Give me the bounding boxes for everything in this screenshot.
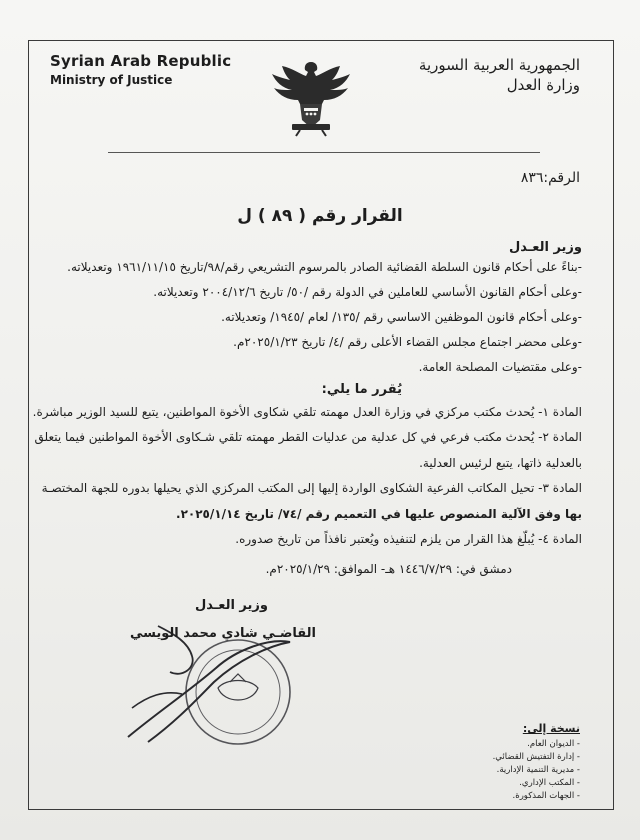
- article-2-continuation: بالعدلية ذاتها، يتبع لرئيس العدلية.: [419, 456, 582, 470]
- preamble-line: -وعلى محضر اجتماع مجلس القضاء الأعلى رقم /٤/ تاريخ ٢٠٢٥/١/٢٣م.: [233, 335, 582, 349]
- article-2: المادة ٢- يُحدث مكتب فرعي في كل عدلية من عدليات القطر مهمته تلقي شـكاوى الأخوة المواطنين فيما يتعلق: [34, 430, 582, 444]
- article-4: المادة ٤- يُبلّغ هذا القرار من يلزم لتنفيذه ويُعتبر نافذاً من تاريخ صدوره.: [235, 532, 582, 546]
- country-name-ar: الجمهورية العربية السورية: [418, 56, 580, 74]
- page-border: [28, 40, 614, 810]
- coat-of-arms-eagle-icon: [270, 58, 352, 138]
- copy-to-heading: نسخة إلى:: [522, 722, 580, 735]
- copy-distribution-list: [440, 722, 580, 803]
- decision-title: القرار رقم ( ٨٩ ) ل: [237, 206, 403, 226]
- article-3-continuation: بها وفق الآلية المنصوص عليها في التعميم رقم /٧٤/ تاريخ ٢٠٢٥/١/١٤.: [176, 507, 582, 521]
- ministry-name-en: Ministry of Justice: [50, 73, 173, 87]
- country-name-en: Syrian Arab Republic: [50, 52, 232, 70]
- date-line: دمشق في: ١٤٤٦/٧/٢٩ هـ- الموافق: ٢٠٢٥/١/٢٩م.: [265, 562, 512, 576]
- ministry-name-ar: وزارة العدل: [506, 76, 580, 94]
- arabic-letterhead: [390, 56, 580, 94]
- signature-title: وزير العـدل: [195, 598, 268, 613]
- preamble-line: -وعلى مقتضيات المصلحة العامة.: [418, 360, 582, 374]
- english-letterhead: [50, 52, 240, 87]
- preamble-line: -وعلى أحكام قانون الموظفين الاساسي رقم /١٣٥/ لعام /١٩٤٥/ وتعديلاته.: [221, 310, 582, 324]
- copy-recipient: - إدارة التفتيش القضائي.: [492, 752, 580, 762]
- copy-recipient: - الجهات المذكورة.: [512, 791, 580, 801]
- preamble-line: -بناءً على أحكام قانون السلطة القضائية الصادر بالمرسوم التشريعي رقم/٩٨/تاريخ ١٩٦١/١١/١٥ وتعديلاته.: [67, 260, 582, 274]
- signatory-name: القاضـي شادي محمد الويسي: [130, 626, 316, 641]
- preamble-line: -وعلى أحكام القانون الأساسي للعاملين في الدولة رقم /٥٠/ تاريخ ٢٠٠٤/١٢/٦ وتعديلاته.: [153, 285, 582, 299]
- reference-number: الرقم:٨٣٦: [520, 170, 580, 186]
- copy-recipient: - مديرية التنمية الإدارية.: [496, 765, 580, 775]
- copy-recipient: - الديوان العام.: [527, 739, 580, 749]
- decides-heading: يُقرر ما يلي:: [321, 382, 402, 397]
- minister-heading: وزير العـدل: [509, 240, 582, 255]
- article-3: المادة ٣- تحيل المكاتب الفرعية الشكاوى الواردة إليها إلى المكتب المركزي الذي يحيلها بدوره للجهة المختصـة: [41, 481, 582, 495]
- copy-recipient: - المكتب الإداري.: [519, 778, 580, 788]
- article-1: المادة ١- يُحدث مكتب مركزي في وزارة العدل مهمته تلقي شكاوى الأخوة المواطنين، يتبع للسيد الوزير مباشرة.: [32, 405, 582, 419]
- header-divider: [108, 152, 540, 153]
